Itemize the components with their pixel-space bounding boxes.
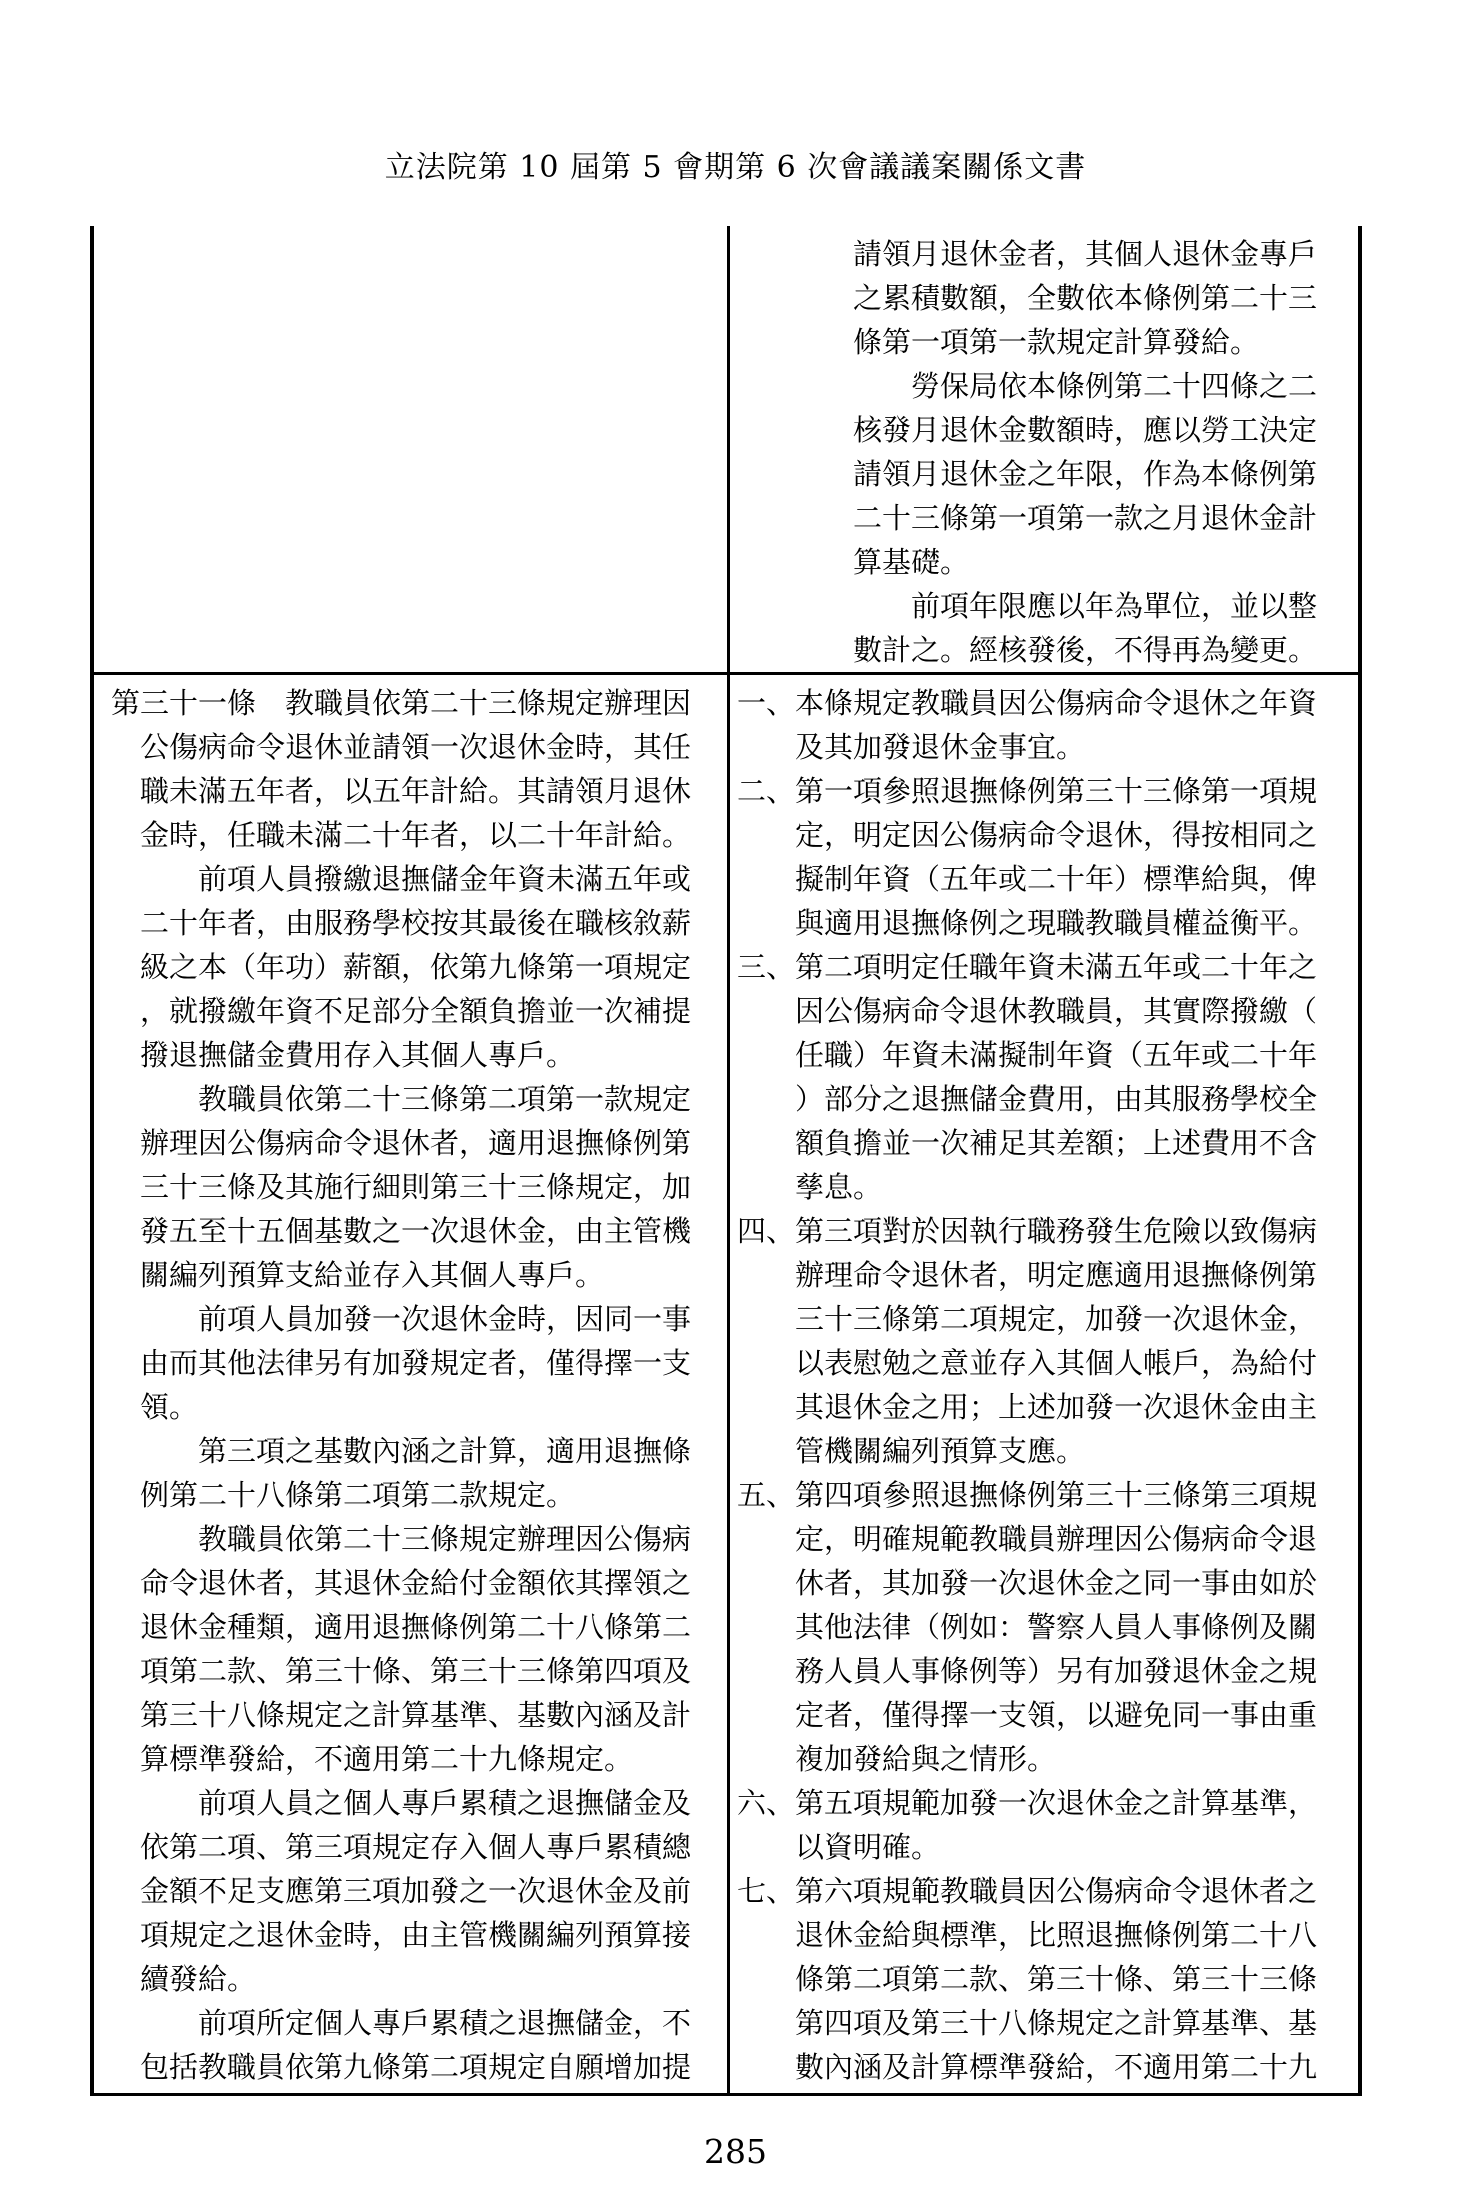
- text-line: 依第二項、第三項規定存入個人專戶累積總: [111, 1830, 692, 1864]
- text-line: 項規定之退休金時，由主管機關編列預算接: [111, 1918, 692, 1952]
- text-line: 三、第二項明定任職年資未滿五年或二十年之: [737, 950, 1318, 984]
- text-line: 六、第五項規範加發一次退休金之計算基準，: [737, 1786, 1318, 1820]
- text-line: 級之本（年功）薪額，依第九條第一項規定: [111, 950, 692, 984]
- text-line: 務人員人事條例等）另有加發退休金之規: [737, 1654, 1318, 1688]
- text-line: 請領月退休金之年限，作為本條例第: [737, 457, 1318, 491]
- text-line: 例第二十八條第二項第二款規定。: [111, 1478, 576, 1512]
- text-line: ，就撥繳年資不足部分全額負擔並一次補提: [111, 994, 692, 1028]
- document-header-title: 立法院第 10 屆第 5 會期第 6 次會議議案關係文書: [384, 150, 1087, 185]
- text-line: 第三十一條 教職員依第二十三條規定辦理因: [111, 686, 692, 720]
- text-line: 條第一項第一款規定計算發給。: [737, 325, 1260, 359]
- text-line: 七、第六項規範教職員因公傷病命令退休者之: [737, 1874, 1318, 1908]
- text-line: 項第二款、第三十條、第三十三條第四項及: [111, 1654, 692, 1688]
- text-line: 及其加發退休金事宜。: [737, 730, 1086, 764]
- text-line: 四、第三項對於因執行職務發生危險以致傷病: [737, 1214, 1318, 1248]
- table-cell-row2-left: [94, 675, 727, 2093]
- text-line: 條第二項第二款、第三十條、第三十三條: [737, 1962, 1318, 1996]
- text-line: 額負擔並一次補足其差額；上述費用不含: [737, 1126, 1318, 1160]
- text-line: 之累積數額，全數依本條例第二十三: [737, 281, 1318, 315]
- text-line: 任職）年資未滿擬制年資（五年或二十年: [737, 1038, 1318, 1072]
- text-line: 撥退撫儲金費用存入其個人專戶。: [111, 1038, 576, 1072]
- text-line: 關編列預算支給並存入其個人專戶。: [111, 1258, 605, 1292]
- text-line: 教職員依第二十三條第二項第一款規定: [111, 1082, 692, 1116]
- text-line: 三十三條第二項規定，加發一次退休金，: [737, 1302, 1318, 1336]
- text-line: 職未滿五年者，以五年計給。其請領月退休: [111, 774, 692, 808]
- text-line: 領。: [111, 1390, 199, 1424]
- text-line: 定，明確規範教職員辦理因公傷病命令退: [737, 1522, 1318, 1556]
- text-line: 由而其他法律另有加發規定者，僅得擇一支: [111, 1346, 692, 1380]
- table-cell-row2-right: [727, 675, 1358, 2093]
- text-line: 擬制年資（五年或二十年）標準給與，俾: [737, 862, 1318, 896]
- text-line: 第三項之基數內涵之計算，適用退撫條: [111, 1434, 692, 1468]
- text-line: 五、第四項參照退撫條例第三十三條第三項規: [737, 1478, 1318, 1512]
- text-line: 數內涵及計算標準發給，不適用第二十九: [737, 2050, 1318, 2084]
- table-cell-row1-right: [727, 226, 1358, 672]
- table-row: [94, 226, 1358, 675]
- text-line: 勞保局依本條例第二十四條之二: [737, 369, 1318, 403]
- text-line: 發五至十五個基數之一次退休金，由主管機: [111, 1214, 692, 1248]
- text-line: 算基礎。: [737, 545, 970, 579]
- text-line: 算標準發給，不適用第二十九條規定。: [111, 1742, 634, 1776]
- table-cell-row1-left: [94, 226, 727, 672]
- text-line: 三十三條及其施行細則第三十三條規定，加: [111, 1170, 692, 1204]
- text-line: 其他法律（例如：警察人員人事條例及關: [737, 1610, 1318, 1644]
- text-line: 續發給。: [111, 1962, 257, 1996]
- text-line: 因公傷病命令退休教職員，其實際撥繳（: [737, 994, 1318, 1028]
- text-line: 教職員依第二十三條規定辦理因公傷病: [111, 1522, 692, 1556]
- text-line: 第四項及第三十八條規定之計算基準、基: [737, 2006, 1318, 2040]
- text-line: 前項人員之個人專戶累積之退撫儲金及: [111, 1786, 692, 1820]
- text-line: 包括教職員依第九條第二項規定自願增加提: [111, 2050, 692, 2084]
- text-line: 前項所定個人專戶累積之退撫儲金，不: [111, 2006, 692, 2040]
- text-line: 複加發給與之情形。: [737, 1742, 1057, 1776]
- page-number: 285: [704, 2132, 767, 2171]
- text-line: 金額不足支應第三項加發之一次退休金及前: [111, 1874, 692, 1908]
- text-line: 命令退休者，其退休金給付金額依其擇領之: [111, 1566, 692, 1600]
- text-line: 孳息。: [737, 1170, 883, 1204]
- text-line: 辦理因公傷病命令退休者，適用退撫條例第: [111, 1126, 692, 1160]
- text-line: 休者，其加發一次退休金之同一事由如於: [737, 1566, 1318, 1600]
- text-line: 辦理命令退休者，明定應適用退撫條例第: [737, 1258, 1318, 1292]
- text-line: 公傷病命令退休並請領一次退休金時，其任: [111, 730, 692, 764]
- text-line: 二十三條第一項第一款之月退休金計: [737, 501, 1318, 535]
- text-line: 前項人員撥繳退撫儲金年資未滿五年或: [111, 862, 692, 896]
- text-line: 數計之。經核發後，不得再為變更。: [737, 633, 1318, 667]
- text-line: 金時，任職未滿二十年者，以二十年計給。: [111, 818, 692, 852]
- text-line: 退休金給與標準，比照退撫條例第二十八: [737, 1918, 1318, 1952]
- text-line: 定，明定因公傷病命令退休，得按相同之: [737, 818, 1318, 852]
- text-line: 二十年者，由服務學校按其最後在職核敘薪: [111, 906, 692, 940]
- table-row: [94, 675, 1358, 2093]
- text-line: 二、第一項參照退撫條例第三十三條第一項規: [737, 774, 1318, 808]
- text-line: 前項人員加發一次退休金時，因同一事: [111, 1302, 692, 1336]
- text-line: 定者，僅得擇一支領，以避免同一事由重: [737, 1698, 1318, 1732]
- text-line: 核發月退休金數額時，應以勞工決定: [737, 413, 1318, 447]
- text-line: 以表慰勉之意並存入其個人帳戶，為給付: [737, 1346, 1318, 1380]
- text-line: 以資明確。: [737, 1830, 941, 1864]
- text-line: 一、本條規定教職員因公傷病命令退休之年資: [737, 686, 1318, 720]
- text-line: ）部分之退撫儲金費用，由其服務學校全: [737, 1082, 1318, 1116]
- text-line: 前項年限應以年為單位，並以整: [737, 589, 1318, 623]
- text-line: 其退休金之用；上述加發一次退休金由主: [737, 1390, 1318, 1424]
- text-line: 請領月退休金者，其個人退休金專戶: [737, 237, 1318, 271]
- text-line: 第三十八條規定之計算基準、基數內涵及計: [111, 1698, 692, 1732]
- text-line: 與適用退撫條例之現職教職員權益衡平。: [737, 906, 1318, 940]
- comparison-table: [90, 226, 1362, 2096]
- text-line: 退休金種類，適用退撫條例第二十八條第二: [111, 1610, 692, 1644]
- text-line: 管機關編列預算支應。: [737, 1434, 1086, 1468]
